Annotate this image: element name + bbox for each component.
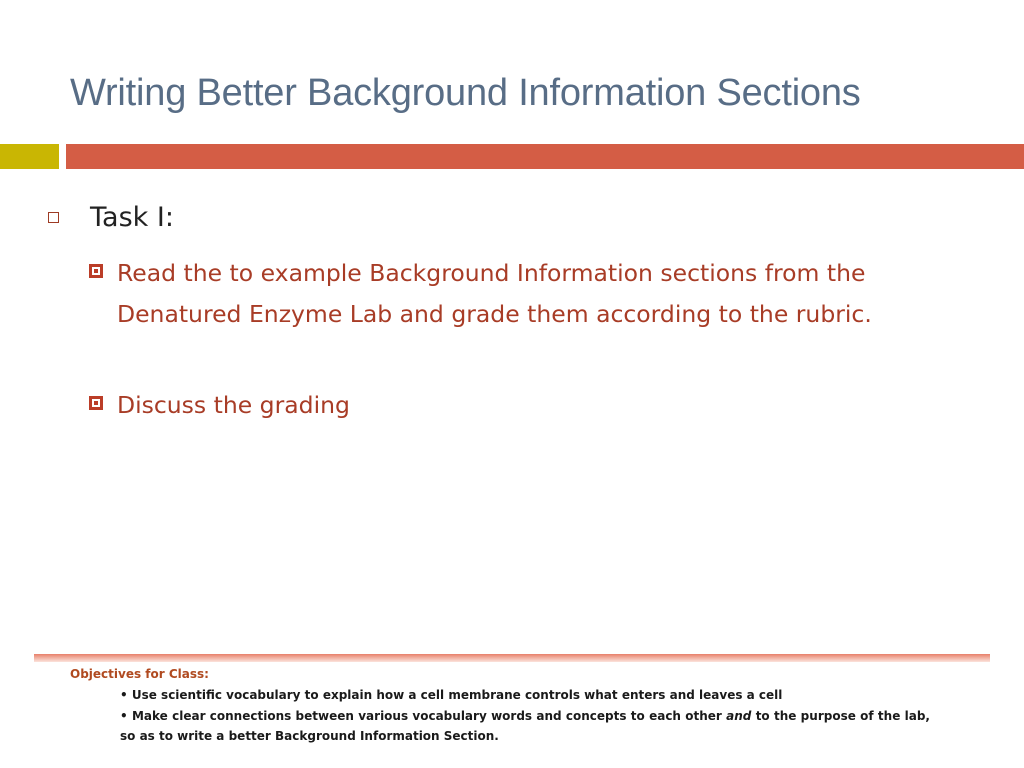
sub-bullet-read	[89, 253, 909, 335]
objective-text-part: • Make clear connections between various vocabulary words and concepts to each other	[120, 709, 727, 723]
accent-bar-right	[66, 144, 1024, 169]
objective-emphasis: and	[726, 709, 752, 723]
sub-bullet-discuss	[89, 385, 909, 426]
footer-divider	[34, 654, 990, 662]
task-label: Task I:	[90, 202, 174, 233]
objective-text-part: to the purpose of the lab, so as to write a better Background Information Section.	[120, 709, 930, 743]
sub-bullet-text: Discuss the grading	[117, 391, 350, 419]
square-bullet-icon	[89, 264, 103, 278]
bullet-task	[42, 202, 174, 233]
objectives-label: Objectives for Class:	[70, 667, 209, 681]
accent-bar-left	[0, 144, 59, 169]
slide-title: Writing Better Background Information Sections	[70, 72, 861, 114]
objective-item: • Use scientific vocabulary to explain how a cell membrane controls what enters and leaves a cell	[120, 688, 783, 702]
square-bullet-icon	[89, 396, 103, 410]
checkbox-outline-icon	[48, 212, 59, 223]
sub-bullet-text: Read the to example Background Information sections from the Denatured Enzyme Lab and grade them according to the rubric.	[117, 259, 872, 328]
objective-item	[120, 706, 930, 746]
